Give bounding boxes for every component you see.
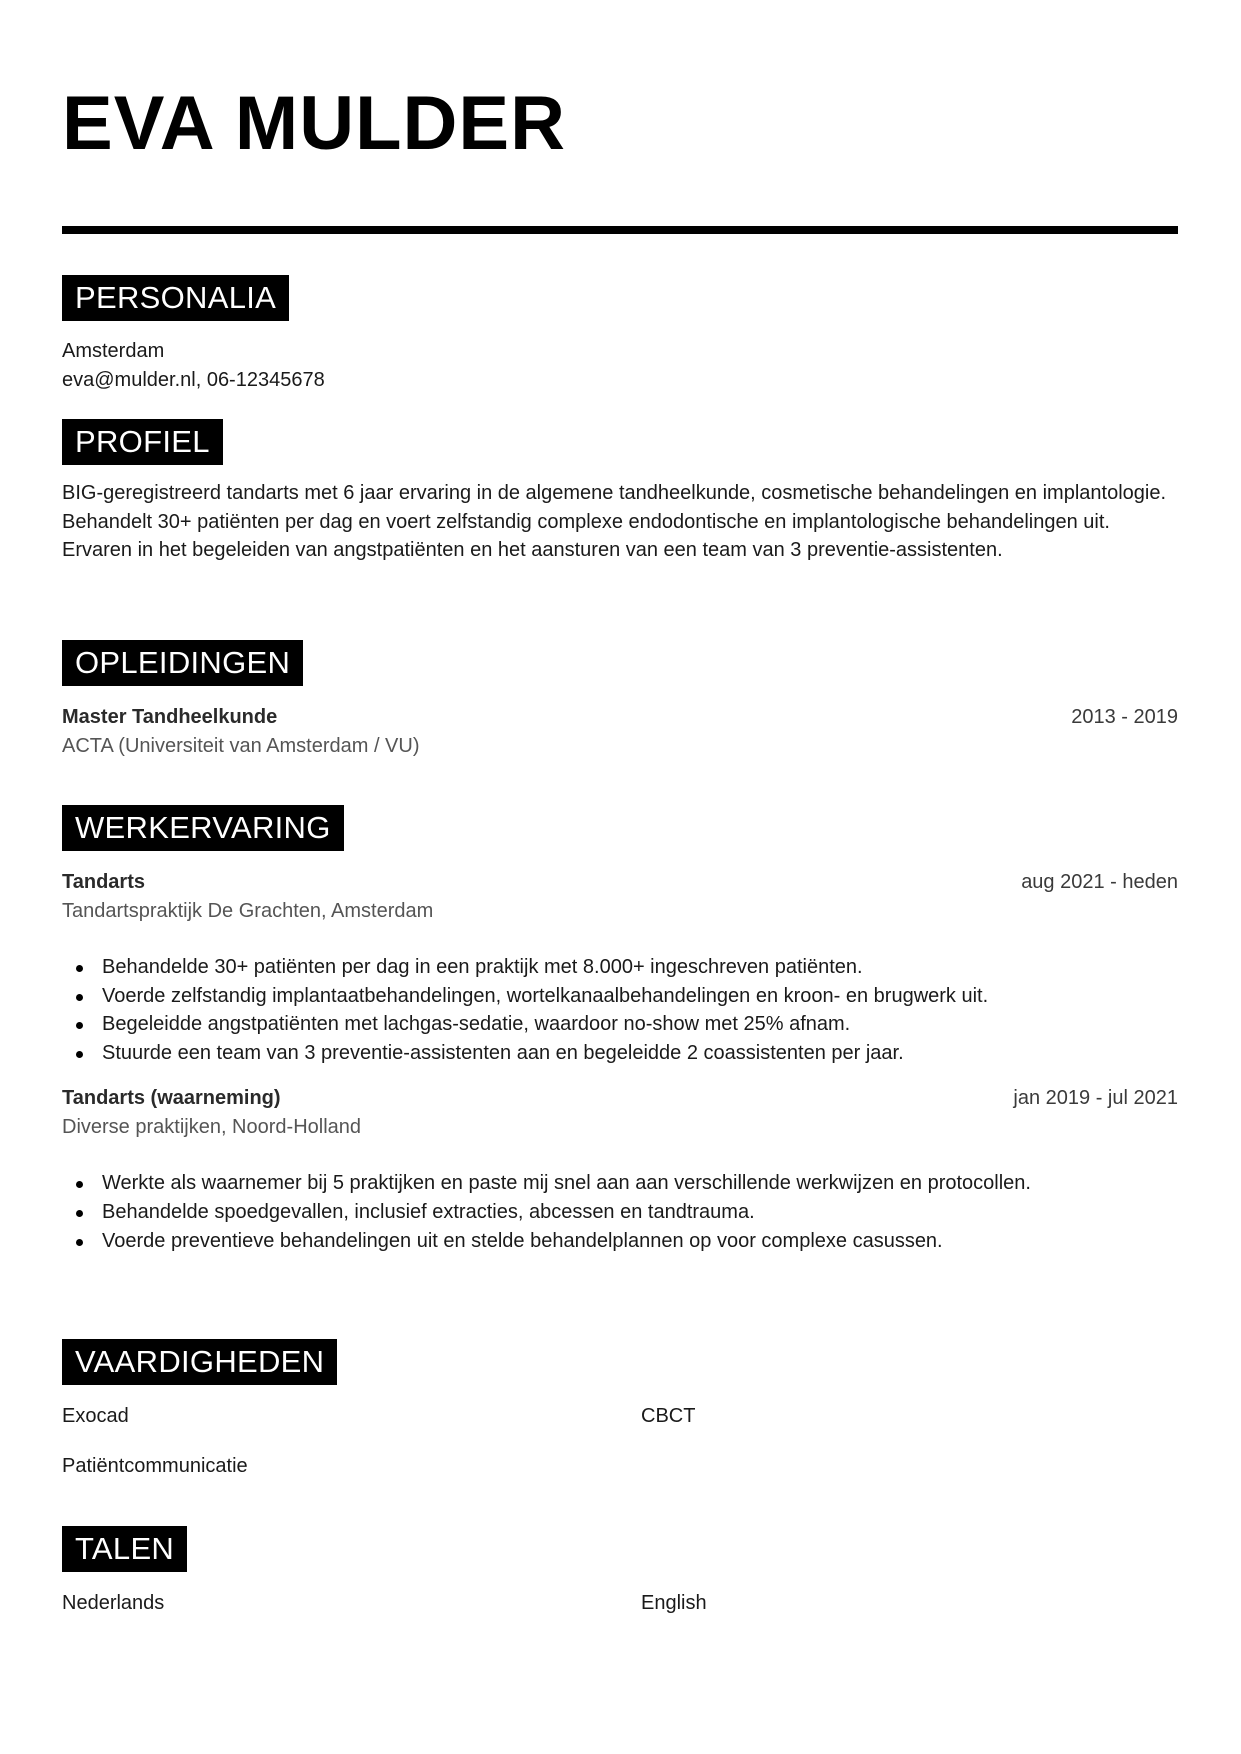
section-talen xyxy=(62,1526,1178,1646)
job-entry xyxy=(62,868,1178,1067)
list-item: Begeleidde angstpatiënten met lachgas-sedatie, waardoor no-show met 25% afnam. xyxy=(102,1010,1152,1039)
header-divider xyxy=(62,226,1178,234)
personal-details xyxy=(62,337,1178,394)
list-item: Voerde preventieve behandelingen uit en stelde behandelplannen op voor complexe casussen. xyxy=(102,1227,1152,1256)
education-title: Master Tandheelkunde xyxy=(62,706,278,728)
job-title: Tandarts xyxy=(62,871,145,893)
job-dates: aug 2021 - heden xyxy=(1021,871,1178,893)
candidate-name: EVA MULDER xyxy=(62,81,566,166)
section-opleidingen xyxy=(62,640,1178,761)
section-profiel xyxy=(62,419,1178,565)
job-dates: jan 2019 - jul 2021 xyxy=(1013,1087,1178,1110)
job-employer: Tandartspraktijk De Grachten, Amsterdam xyxy=(62,900,434,922)
section-heading-vaardigheden: VAARDIGHEDEN xyxy=(62,1339,337,1385)
skill-item: Exocad xyxy=(62,1405,129,1427)
section-heading-personalia: PERSONALIA xyxy=(62,275,289,321)
list-item: Werkte als waarnemer bij 5 praktijken en paste mij snel aan aan verschillende werkwijzen en protocollen. xyxy=(102,1169,1152,1198)
section-vaardigheden xyxy=(62,1339,1178,1489)
job-employer: Diverse praktijken, Noord-Holland xyxy=(62,1116,362,1139)
section-heading-werkervaring: WERKERVARING xyxy=(62,805,344,851)
list-item: Stuurde een team van 3 preventie-assistenten aan en begeleidde 2 coassistenten per jaar. xyxy=(102,1039,1152,1068)
skill-item: Patiëntcommunicatie xyxy=(62,1455,248,1477)
education-entry xyxy=(62,703,1178,761)
job-entry xyxy=(62,1084,1178,1255)
list-item: Behandelde spoedgevallen, inclusief extracties, abcessen en tandtrauma. xyxy=(102,1198,1152,1227)
section-heading-opleidingen: OPLEIDINGEN xyxy=(62,640,303,686)
list-item: Behandelde 30+ patiënten per dag in een praktijk met 8.000+ ingeschreven patiënten. xyxy=(102,953,1152,982)
personal-city: Amsterdam xyxy=(62,340,165,362)
education-dates: 2013 - 2019 xyxy=(1071,706,1178,728)
section-werkervaring xyxy=(62,805,1178,1255)
job-bullets xyxy=(62,1169,1152,1255)
job-title: Tandarts (waarneming) xyxy=(62,1087,281,1110)
personal-contact: eva@mulder.nl, 06-12345678 xyxy=(62,368,325,391)
skill-item: CBCT xyxy=(641,1405,696,1427)
section-heading-talen: TALEN xyxy=(62,1526,187,1572)
profile-summary: BIG-geregistreerd tandarts met 6 jaar ervaring in de algemene tandheelkunde, cosmetische behandelingen en implantologie. Behandelt 30+ patiënten per dag en voert zelfstandig complexe endodontische en implantologische behandelingen uit. Ervaren in het begeleiden van angstpatiënten en het aansturen van een team van 3 preventie-assistenten. xyxy=(62,482,1167,562)
section-heading-profiel: PROFIEL xyxy=(62,419,223,465)
job-bullets xyxy=(62,953,1152,1067)
education-institution: ACTA (Universiteit van Amsterdam / VU) xyxy=(62,735,420,757)
language-item: Nederlands xyxy=(62,1592,165,1614)
language-item: English xyxy=(641,1592,707,1614)
section-personalia xyxy=(62,275,1178,394)
list-item: Voerde zelfstandig implantaatbehandelingen, wortelkanaalbehandelingen en kroon- en brugwerk uit. xyxy=(102,982,1152,1011)
